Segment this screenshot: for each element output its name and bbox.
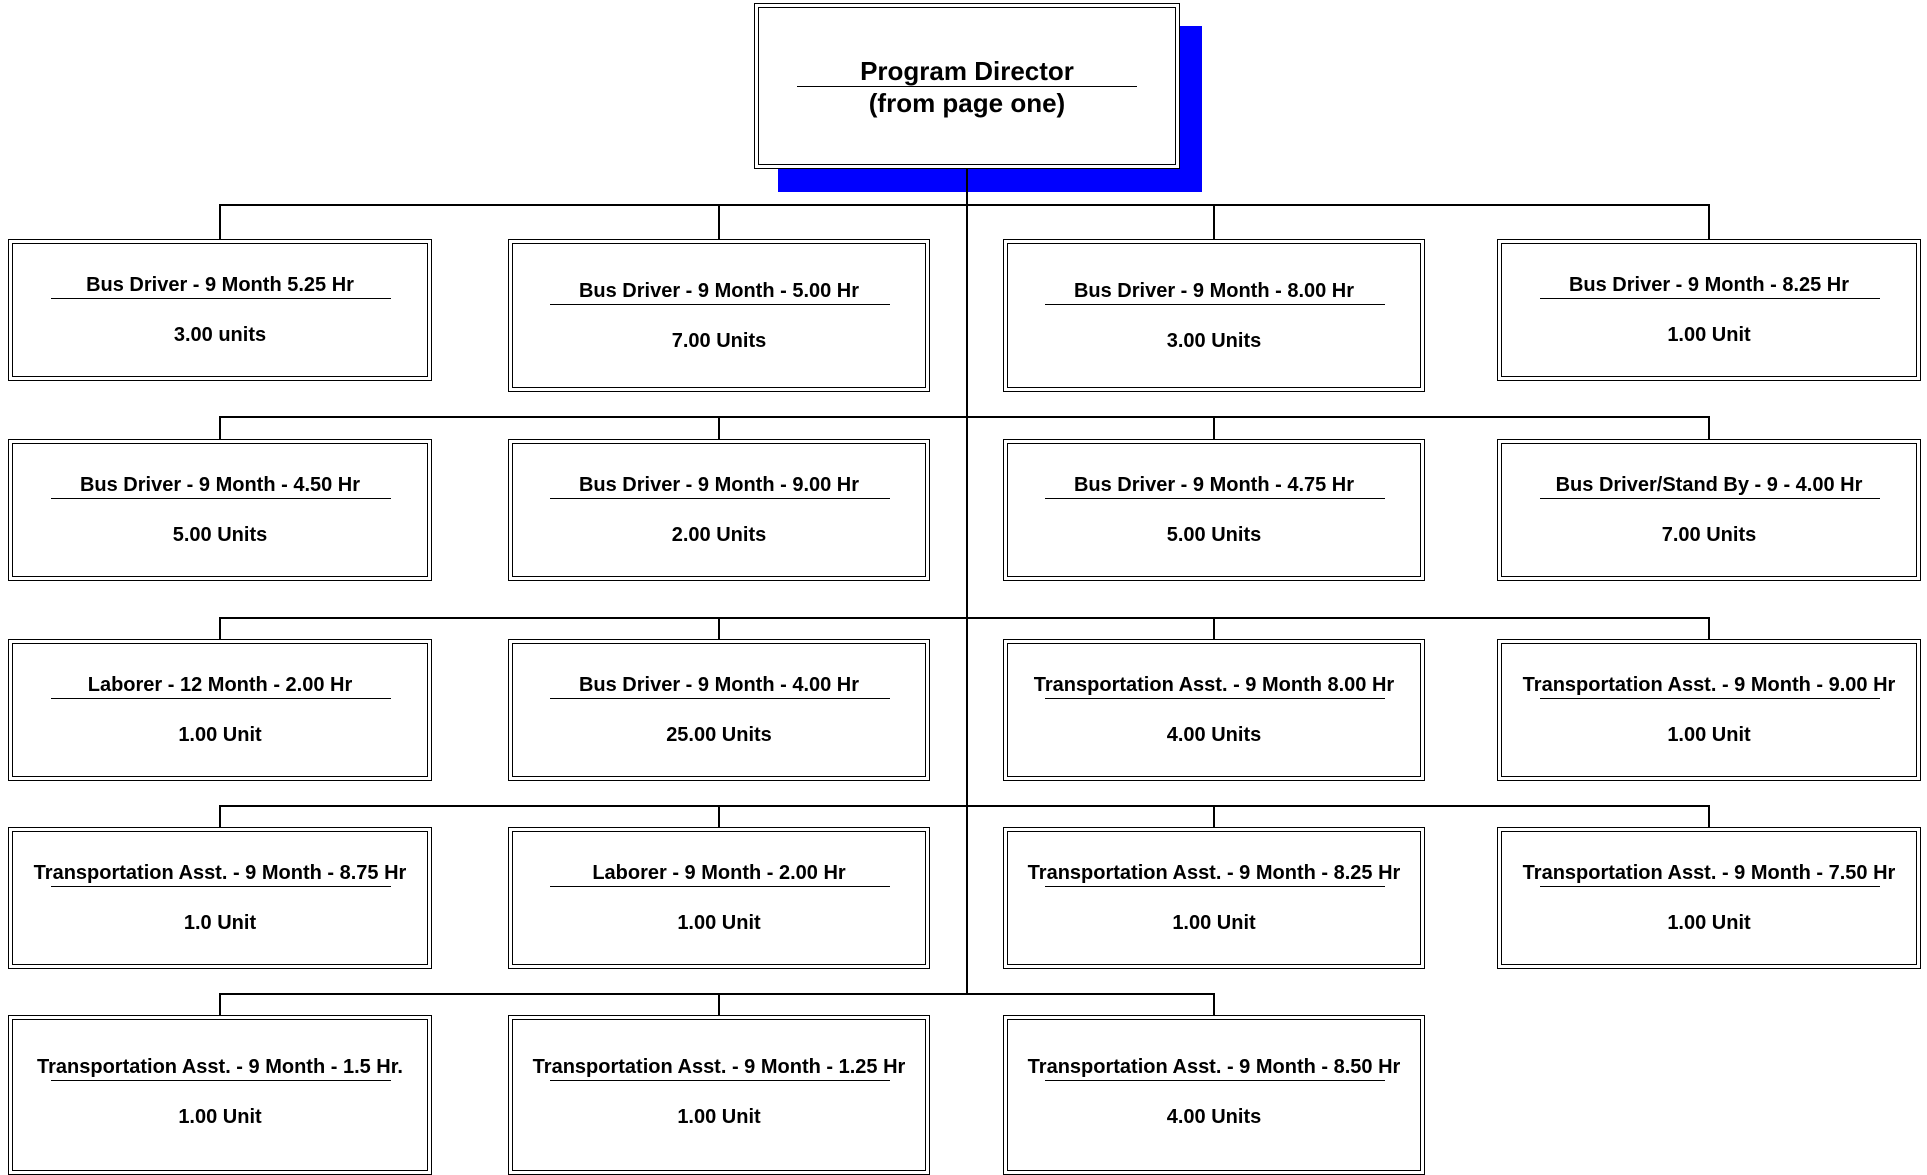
position-units: 5.00 Units bbox=[1166, 524, 1262, 546]
row-3-drop-line bbox=[219, 617, 221, 639]
position-box bbox=[8, 239, 432, 381]
position-box-inner-border bbox=[1007, 443, 1421, 577]
position-title-rule bbox=[1540, 886, 1880, 887]
position-box-inner-border bbox=[512, 831, 926, 965]
row-4-drop-line bbox=[718, 805, 720, 827]
position-box bbox=[508, 439, 930, 581]
position-box-inner-border bbox=[12, 243, 428, 377]
row-3-drop-line bbox=[718, 617, 720, 639]
position-title-rule bbox=[51, 1080, 391, 1081]
row-2-drop-line bbox=[718, 416, 720, 439]
position-title-rule bbox=[1540, 698, 1880, 699]
position-units: 1.00 Unit bbox=[677, 912, 761, 934]
position-title-rule bbox=[1045, 886, 1385, 887]
row-5-drop-line bbox=[718, 993, 720, 1015]
row-2-bus-line bbox=[220, 416, 1709, 418]
position-title: Transportation Asst. - 9 Month 8.00 Hr bbox=[1033, 674, 1395, 696]
spine-line bbox=[966, 169, 968, 994]
position-box bbox=[8, 639, 432, 781]
position-box bbox=[8, 827, 432, 969]
row-1-bus-line bbox=[220, 204, 1709, 206]
position-title: Transportation Asst. - 9 Month - 1.5 Hr. bbox=[37, 1056, 403, 1078]
row-4-drop-line bbox=[1213, 805, 1215, 827]
position-box-inner-border bbox=[12, 831, 428, 965]
position-units: 25.00 Units bbox=[666, 724, 772, 746]
position-box-inner-border bbox=[1007, 643, 1421, 777]
position-title: Transportation Asst. - 9 Month - 1.25 Hr bbox=[532, 1056, 906, 1078]
row-3-drop-line bbox=[1708, 617, 1710, 639]
position-title-rule bbox=[1045, 698, 1385, 699]
position-box-inner-border bbox=[1007, 1019, 1421, 1171]
position-units: 1.00 Unit bbox=[1667, 724, 1751, 746]
position-units: 1.00 Unit bbox=[1667, 324, 1751, 346]
position-units: 2.00 Units bbox=[671, 524, 767, 546]
position-box-inner-border bbox=[1501, 643, 1917, 777]
position-box bbox=[1497, 239, 1921, 381]
position-title: Bus Driver - 9 Month - 4.75 Hr bbox=[1073, 474, 1355, 496]
position-title-rule bbox=[550, 698, 890, 699]
position-box bbox=[1497, 439, 1921, 581]
position-title-rule bbox=[550, 304, 890, 305]
position-units: 5.00 Units bbox=[172, 524, 268, 546]
position-title-rule bbox=[1045, 304, 1385, 305]
row-4-drop-line bbox=[219, 805, 221, 827]
position-box bbox=[8, 1015, 432, 1175]
position-box-inner-border bbox=[12, 1019, 428, 1171]
position-units: 7.00 Units bbox=[671, 330, 767, 352]
position-box-inner-border bbox=[512, 643, 926, 777]
row-4-drop-line bbox=[1708, 805, 1710, 827]
row-5-bus-line bbox=[220, 993, 1214, 995]
position-box-inner-border bbox=[1501, 443, 1917, 577]
root-node bbox=[754, 3, 1180, 169]
position-box-inner-border bbox=[12, 643, 428, 777]
position-units: 1.0 Unit bbox=[183, 912, 257, 934]
position-box bbox=[1003, 827, 1425, 969]
position-title-rule bbox=[51, 698, 391, 699]
position-box bbox=[1003, 239, 1425, 392]
position-title-rule bbox=[550, 498, 890, 499]
position-units: 4.00 Units bbox=[1166, 724, 1262, 746]
position-title: Laborer - 9 Month - 2.00 Hr bbox=[592, 862, 846, 884]
row-3-bus-line bbox=[220, 617, 1709, 619]
position-units: 1.00 Unit bbox=[178, 724, 262, 746]
position-units: 1.00 Unit bbox=[1667, 912, 1751, 934]
position-title-rule bbox=[1045, 498, 1385, 499]
position-title-rule bbox=[51, 298, 391, 299]
position-title: Bus Driver - 9 Month - 8.00 Hr bbox=[1073, 280, 1355, 302]
position-title-rule bbox=[1540, 498, 1880, 499]
row-1-drop-line bbox=[219, 204, 221, 239]
position-box bbox=[508, 1015, 930, 1175]
row-2-drop-line bbox=[1708, 416, 1710, 439]
position-box bbox=[1003, 439, 1425, 581]
position-title-rule bbox=[51, 886, 391, 887]
position-box bbox=[508, 827, 930, 969]
position-box-inner-border bbox=[1007, 831, 1421, 965]
row-1-drop-line bbox=[1708, 204, 1710, 239]
root-title: Program Director bbox=[860, 56, 1074, 86]
position-box-inner-border bbox=[512, 243, 926, 388]
row-4-bus-line bbox=[220, 805, 1709, 807]
position-box-inner-border bbox=[1007, 243, 1421, 388]
row-2-drop-line bbox=[219, 416, 221, 439]
position-title: Laborer - 12 Month - 2.00 Hr bbox=[87, 674, 353, 696]
position-title-rule bbox=[550, 1080, 890, 1081]
position-box-inner-border bbox=[12, 443, 428, 577]
position-box bbox=[1497, 827, 1921, 969]
position-units: 1.00 Unit bbox=[1172, 912, 1256, 934]
position-title: Bus Driver - 9 Month - 4.50 Hr bbox=[79, 474, 361, 496]
position-box-inner-border bbox=[512, 1019, 926, 1171]
position-title-rule bbox=[1540, 298, 1880, 299]
position-box-inner-border bbox=[1501, 243, 1917, 377]
position-units: 1.00 Unit bbox=[178, 1106, 262, 1128]
position-title: Transportation Asst. - 9 Month - 9.00 Hr bbox=[1522, 674, 1896, 696]
row-2-drop-line bbox=[1213, 416, 1215, 439]
position-box bbox=[508, 639, 930, 781]
position-units: 1.00 Unit bbox=[677, 1106, 761, 1128]
position-title-rule bbox=[550, 886, 890, 887]
position-units: 4.00 Units bbox=[1166, 1106, 1262, 1128]
position-title: Transportation Asst. - 9 Month - 7.50 Hr bbox=[1522, 862, 1896, 884]
position-title: Bus Driver - 9 Month - 9.00 Hr bbox=[578, 474, 860, 496]
position-title: Bus Driver - 9 Month - 5.00 Hr bbox=[578, 280, 860, 302]
position-box bbox=[1003, 639, 1425, 781]
position-box-inner-border bbox=[512, 443, 926, 577]
position-units: 3.00 units bbox=[173, 324, 267, 346]
root-title-rule bbox=[797, 86, 1137, 87]
position-title: Bus Driver - 9 Month - 8.25 Hr bbox=[1568, 274, 1850, 296]
position-box bbox=[8, 439, 432, 581]
position-title: Bus Driver - 9 Month 5.25 Hr bbox=[86, 274, 354, 296]
row-5-drop-line bbox=[1213, 993, 1215, 1015]
row-5-drop-line bbox=[219, 993, 221, 1015]
position-title-rule bbox=[1045, 1080, 1385, 1081]
position-title: Transportation Asst. - 9 Month - 8.25 Hr bbox=[1027, 862, 1401, 884]
position-units: 3.00 Units bbox=[1166, 330, 1262, 352]
position-box bbox=[508, 239, 930, 392]
row-1-drop-line bbox=[718, 204, 720, 239]
position-title: Transportation Asst. - 9 Month - 8.50 Hr bbox=[1027, 1056, 1401, 1078]
row-3-drop-line bbox=[1213, 617, 1215, 639]
position-title: Bus Driver/Stand By - 9 - 4.00 Hr bbox=[1555, 474, 1863, 496]
position-title-rule bbox=[51, 498, 391, 499]
row-1-drop-line bbox=[1213, 204, 1215, 239]
position-box-inner-border bbox=[1501, 831, 1917, 965]
position-title: Bus Driver - 9 Month - 4.00 Hr bbox=[578, 674, 860, 696]
position-units: 7.00 Units bbox=[1661, 524, 1757, 546]
root-subtitle: (from page one) bbox=[868, 88, 1066, 118]
position-box bbox=[1003, 1015, 1425, 1175]
position-box bbox=[1497, 639, 1921, 781]
position-title: Transportation Asst. - 9 Month - 8.75 Hr bbox=[33, 862, 407, 884]
